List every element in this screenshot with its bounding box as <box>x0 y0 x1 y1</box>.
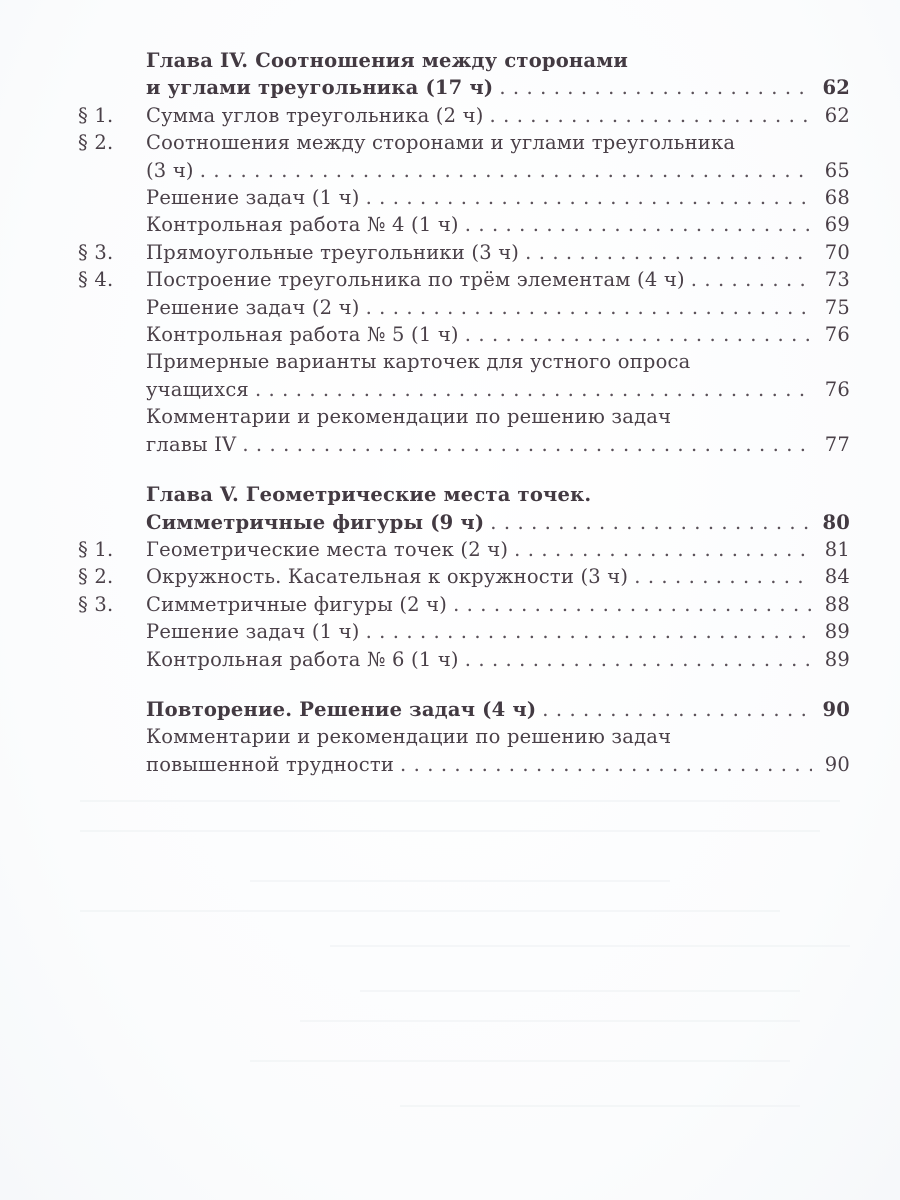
section-number: § 3. <box>78 592 114 616</box>
page-number: 62 <box>822 76 850 100</box>
toc-entry[interactable] <box>78 294 850 321</box>
entry-title: Решение задач (1 ч) <box>146 186 360 210</box>
bleed-through-line <box>300 1020 800 1022</box>
entry-title: Окружность. Касательная к окружности (3 ч) <box>146 565 629 589</box>
toc-entry[interactable] <box>78 536 850 563</box>
bleed-through-line <box>330 945 850 947</box>
entry-title: Контрольная работа № 5 (1 ч) <box>146 323 459 347</box>
page-number: 73 <box>824 268 850 292</box>
page-number: 65 <box>824 158 850 182</box>
bleed-through-line <box>80 830 820 832</box>
leader-dots <box>691 266 812 293</box>
leader-dots <box>542 696 812 723</box>
entry-title-line: Симметричные фигуры (9 ч) <box>146 510 485 534</box>
toc-entry[interactable] <box>78 348 850 403</box>
page-number: 88 <box>824 592 850 616</box>
toc-entry[interactable] <box>78 266 850 293</box>
bleed-through-line <box>80 910 780 912</box>
leader-dots <box>366 184 812 211</box>
entry-title: Решение задач (2 ч) <box>146 295 360 319</box>
page-number: 89 <box>824 620 850 644</box>
leader-dots <box>490 102 812 129</box>
bleed-through-line <box>360 990 800 992</box>
toc-entry[interactable] <box>78 646 850 673</box>
page-number: 62 <box>824 103 850 127</box>
leader-dots <box>525 239 812 266</box>
toc-entry[interactable] <box>78 321 850 348</box>
leader-dots <box>242 431 812 458</box>
toc-entry[interactable] <box>78 563 850 590</box>
toc-entry[interactable] <box>78 184 850 211</box>
toc-entry[interactable] <box>78 239 850 266</box>
entry-title: Геометрические места точек (2 ч) <box>146 537 509 561</box>
entry-title-line: Комментарии и рекомендации по решению задач <box>146 405 672 429</box>
entry-title: Контрольная работа № 4 (1 ч) <box>146 213 459 237</box>
leader-dots <box>400 751 812 778</box>
toc-chapter-5[interactable] <box>78 481 850 536</box>
leader-dots <box>465 211 812 238</box>
leader-dots <box>499 74 812 101</box>
leader-dots <box>465 646 812 673</box>
leader-dots <box>514 536 812 563</box>
section-number: § 4. <box>78 268 114 292</box>
toc-entry[interactable] <box>78 591 850 618</box>
section-number: § 2. <box>78 131 114 155</box>
entry-title-line: главы IV <box>146 432 237 456</box>
table-of-contents <box>78 47 850 778</box>
leader-dots <box>366 618 812 645</box>
entry-title: Прямоугольные треугольники (3 ч) <box>146 240 520 264</box>
page-number: 68 <box>824 186 850 210</box>
toc-review[interactable] <box>78 696 850 723</box>
entry-title-line: повышенной трудности <box>146 752 395 776</box>
page-number: 81 <box>824 537 850 561</box>
entry-title-line: и углами треугольника (17 ч) <box>146 76 494 100</box>
page-number: 89 <box>824 647 850 671</box>
entry-title-line: (3 ч) <box>146 158 194 182</box>
entry-title-line: Глава V. Геометрические места точек. <box>146 483 592 507</box>
section-number: § 1. <box>78 537 114 561</box>
entry-title-line: Соотношения между сторонами и углами треугольника <box>146 131 736 155</box>
section-number: § 3. <box>78 240 114 264</box>
leader-dots <box>366 294 812 321</box>
entry-title: Сумма углов треугольника (2 ч) <box>146 103 484 127</box>
page-number: 84 <box>824 565 850 589</box>
page-number: 77 <box>824 432 850 456</box>
leader-dots <box>255 376 812 403</box>
toc-entry[interactable] <box>78 211 850 238</box>
bleed-through-line <box>400 1105 800 1107</box>
entry-title: Симметричные фигуры (2 ч) <box>146 592 448 616</box>
page-number: 76 <box>824 377 850 401</box>
toc-entry[interactable] <box>78 618 850 645</box>
page-number: 90 <box>824 752 850 776</box>
bleed-through-line <box>250 1060 790 1062</box>
toc-chapter-4[interactable] <box>78 47 850 102</box>
toc-entry[interactable] <box>78 403 850 458</box>
leader-dots <box>453 591 812 618</box>
section-number: § 1. <box>78 103 114 127</box>
entry-title-line: Глава IV. Соотношения между сторонами <box>146 49 629 72</box>
toc-entry[interactable] <box>78 129 850 184</box>
page-number: 76 <box>824 323 850 347</box>
entry-title: Повторение. Решение задач (4 ч) <box>146 697 537 721</box>
page-number: 80 <box>822 510 850 534</box>
page-number: 75 <box>824 295 850 319</box>
toc-entry[interactable] <box>78 102 850 129</box>
page-number: 90 <box>822 697 850 721</box>
entry-title: Контрольная работа № 6 (1 ч) <box>146 647 459 671</box>
entry-title-line: Примерные варианты карточек для устного опроса <box>146 350 691 374</box>
leader-dots <box>465 321 812 348</box>
leader-dots <box>490 509 812 536</box>
section-number: § 2. <box>78 565 114 589</box>
leader-dots <box>634 563 812 590</box>
bleed-through-line <box>80 800 840 802</box>
entry-title-line: учащихся <box>146 377 249 401</box>
toc-entry[interactable] <box>78 723 850 778</box>
entry-title: Решение задач (1 ч) <box>146 620 360 644</box>
page-number: 69 <box>824 213 850 237</box>
entry-title: Построение треугольника по трём элементам (4 ч) <box>146 268 685 292</box>
entry-title-line: Комментарии и рекомендации по решению задач <box>146 725 672 749</box>
bleed-through-line <box>250 880 670 882</box>
page-number: 70 <box>824 240 850 264</box>
leader-dots <box>200 157 812 184</box>
